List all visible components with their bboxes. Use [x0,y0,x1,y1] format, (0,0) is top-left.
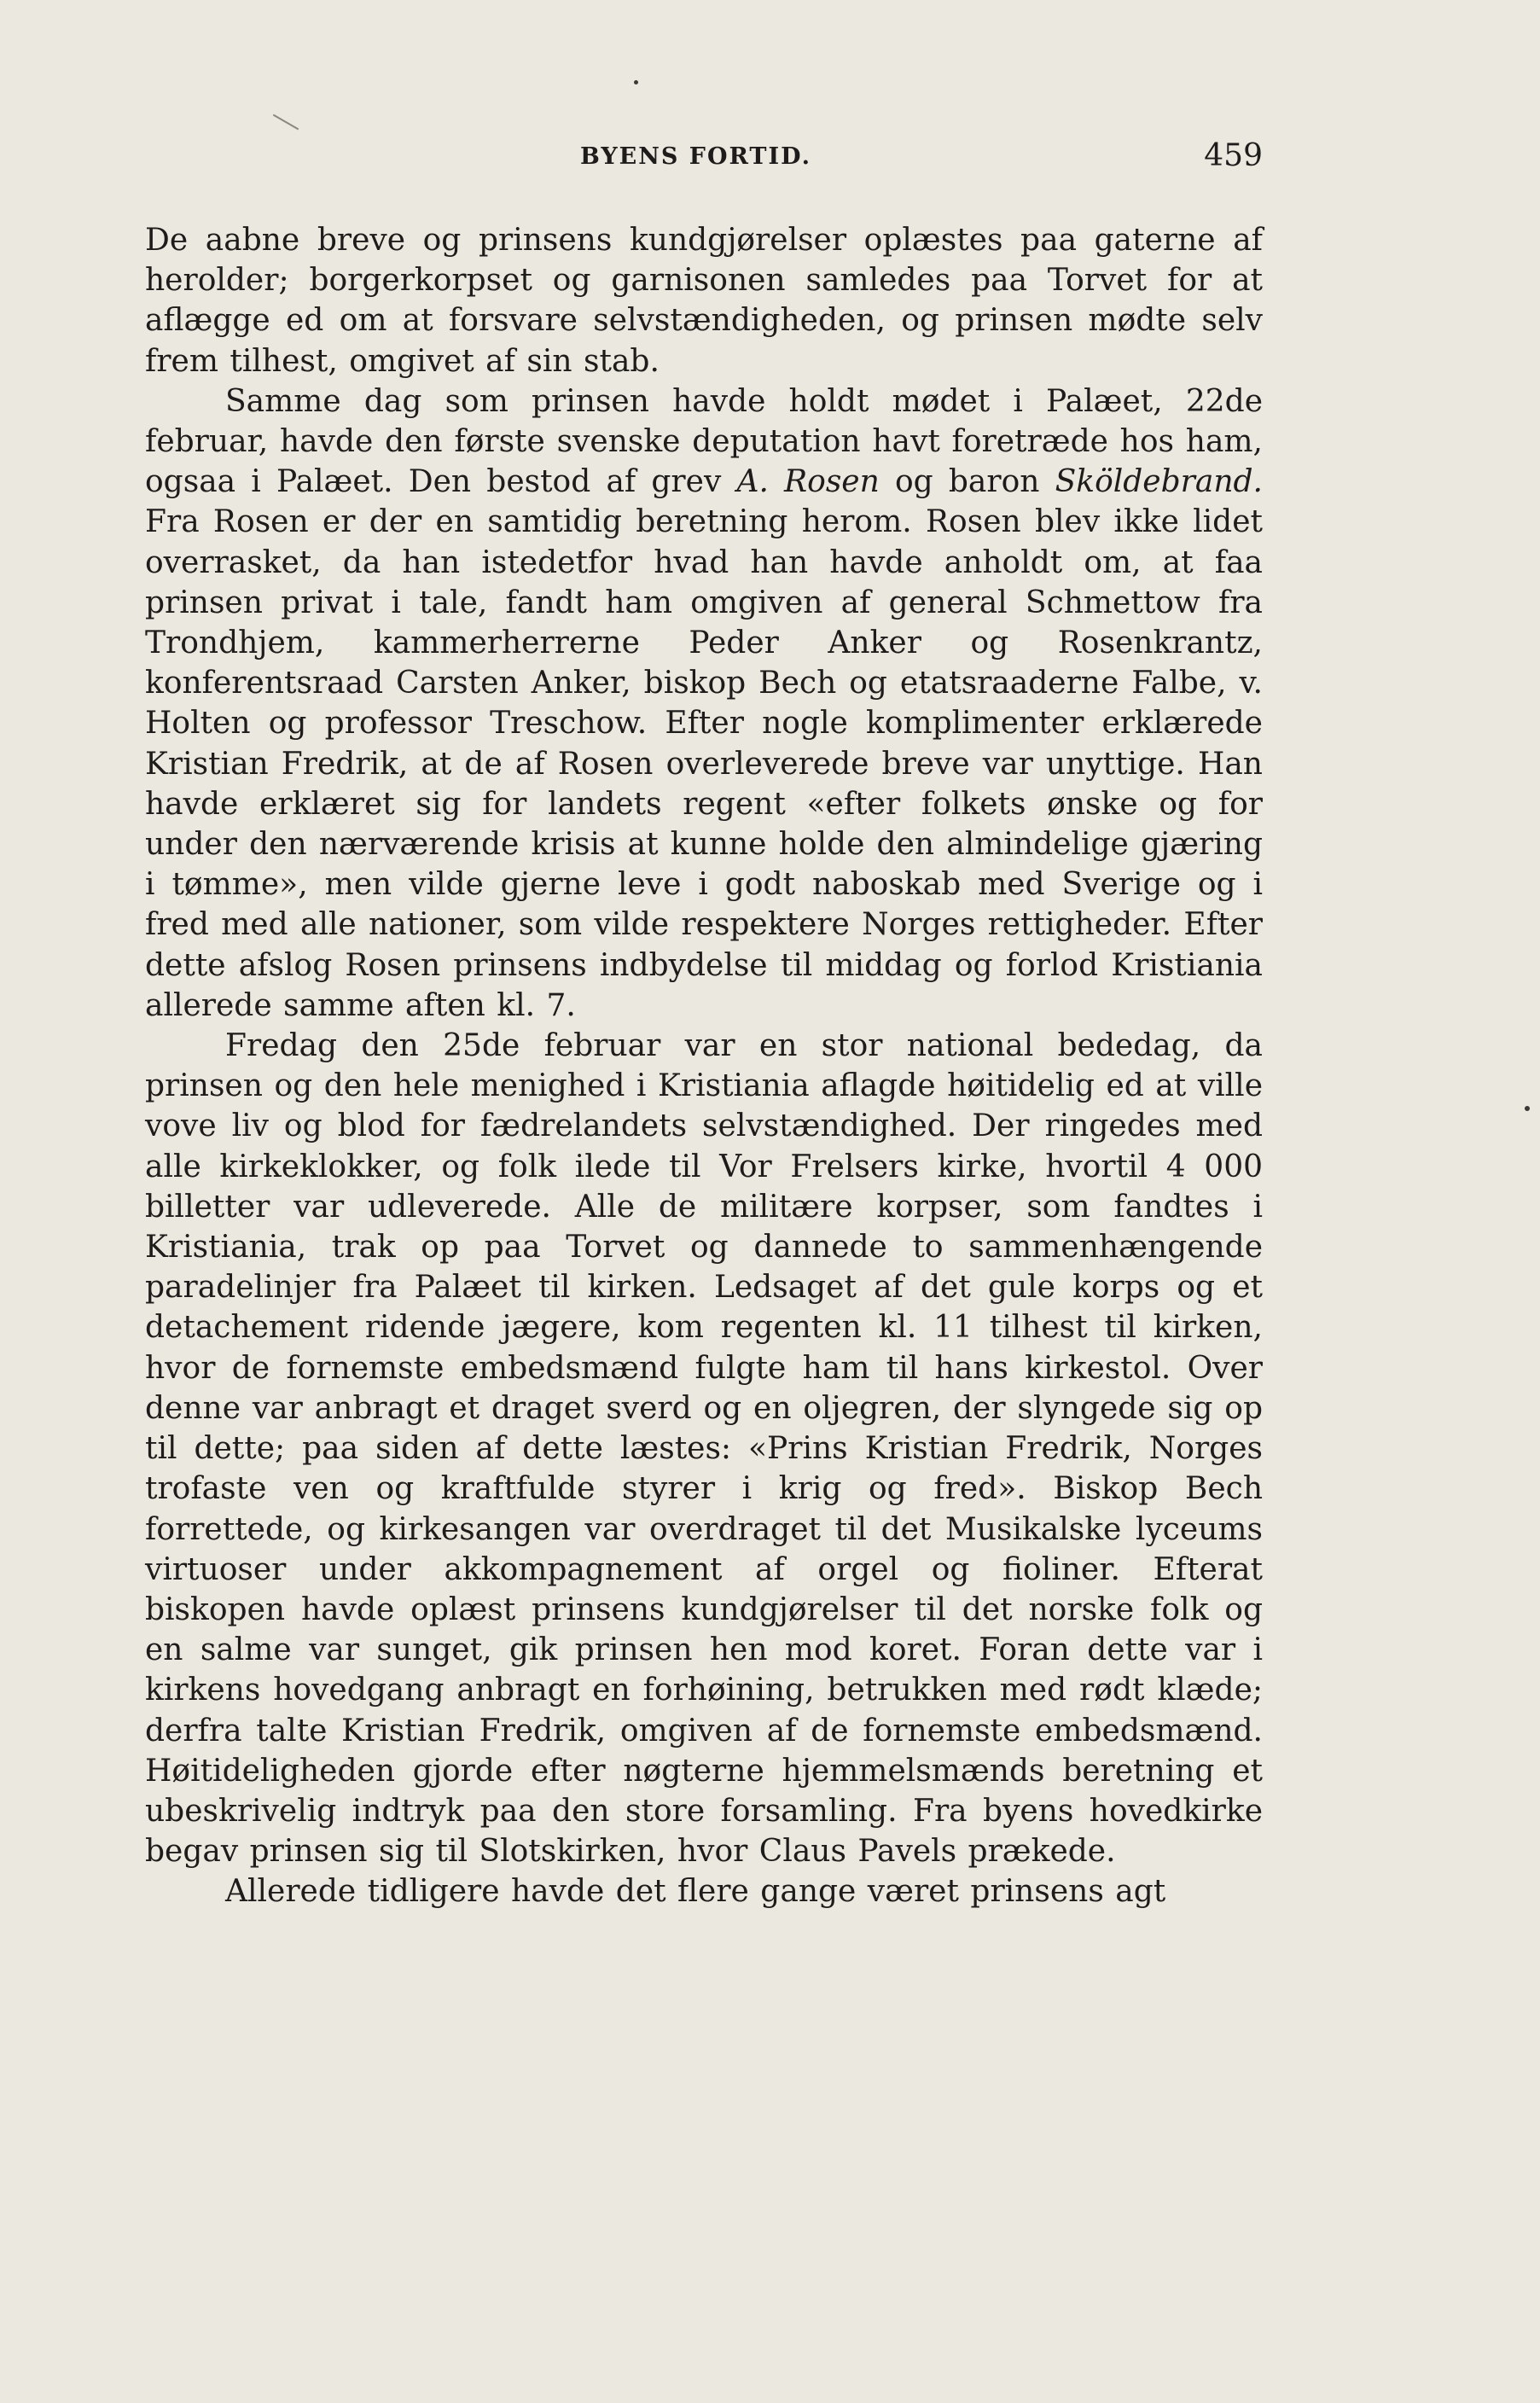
text-run: og baron [879,464,1055,500]
body-text [145,220,1263,1912]
paragraph [145,1871,1263,1911]
italic-name: Sköldebrand. [1055,464,1263,500]
page-number: 459 [1204,138,1263,173]
text-run: De aabne breve og prinsens kundgjørelser oplæstes paa gaterne af herolder; borgerkorpset og garnisonen samledes paa Torvet for at aflægge ed om at forsvare selvstændigheden, og prinsen mødte selv frem tilhest, omgivet af sin stab. [145,223,1263,379]
paragraph [145,220,1263,381]
text-run: Allerede tidligere havde det flere gange været prinsens agt [225,1874,1166,1910]
paragraph [145,381,1263,1026]
text-run: Samme dag som prinsen havde holdt mødet i Palæet, 22de februar, havde den første svenske deputation havt foretræde hos ham, ogsaa i Palæet. Den bestod af grev [145,383,1263,500]
italic-name: A. Rosen [736,464,880,500]
paragraph [145,1026,1263,1871]
page-header [145,138,1263,181]
paper-mark [273,114,299,131]
text-run: Fredag den 25de februar var en stor national bededag, da prinsen og den hele menighed i Kristiania aflagde høitidelig ed at ville vove liv og blod for fædrelandets selvstændighed. Der ringedes med alle kirkeklokker, og folk ilede til Vor Frelsers kirke, hvortil 4 000 billetter var udleverede. Alle de militære korpser, som fandtes i Kristiania, trak op paa Torvet og dannede to sammenhængende paradelinjer fra Palæet til kirken. Ledsaget af det gule korps og et detachement ridende jægere, kom regenten kl. 11 tilhest til kirken, hvor de fornemste embedsmænd fulgte ham til hans kirkestol. Over denne var anbragt et draget sverd og en oljegren, der slyngede sig op til dette; paa siden af dette læstes: «Prins Kristian Fredrik, Norges trofaste ven og kraftfulde styrer i krig og fred». Biskop Bech forrettede, og kirkesangen var overdraget til det Musikalske lyceums virtuoser under akkompagnement af orgel og fioliner. Efterat biskopen havde oplæst prinsens kundgjørelser til det norske folk og en salme var sunget, gik prinsen hen mod koret. Foran dette var i kirkens hovedgang anbragt en forhøining, betrukken med rødt klæde; derfra talte Kristian Fredrik, omgiven af de fornemste embedsmænd. Høitideligheden gjorde efter nøgterne hjemmelsmænds beretning et ubeskrivelig indtryk paa den store forsamling. Fra byens hovedkirke begav prinsen sig til Slotskirken, hvor Claus Pavels prækede. [145,1028,1263,1870]
text-run: Fra Rosen er der en samtidig beretning herom. Rosen blev ikke lidet overrasket, da han istedetfor hvad han havde anholdt om, at faa prinsen privat i tale, fandt ham omgiven af general Schmettow fra Trondhjem, kammerherrerne Peder Anker og Rosenkrantz, konferentsraad Carsten Anker, biskop Bech og etatsraaderne Falbe, v. Holten og professor Treschow. Efter nogle komplimenter erklærede Kristian Fredrik, at de af Rosen overleverede breve var unyttige. Han havde erklæret sig for landets regent «efter folkets ønske og for under den nærværende krisis at kunne holde den almindelige gjæring i tømme», men vilde gjerne leve i godt naboskab med Sverige og i fred med alle nationer, som vilde respektere Norges rettigheder. Efter dette afslog Rosen prinsens indbydelse til middag og forlod Kristiania allerede samme aften kl. 7. [145,504,1263,1023]
running-head: BYENS FORTID. [580,143,812,170]
paper-speck [1525,1106,1530,1111]
paper-speck [634,80,638,84]
